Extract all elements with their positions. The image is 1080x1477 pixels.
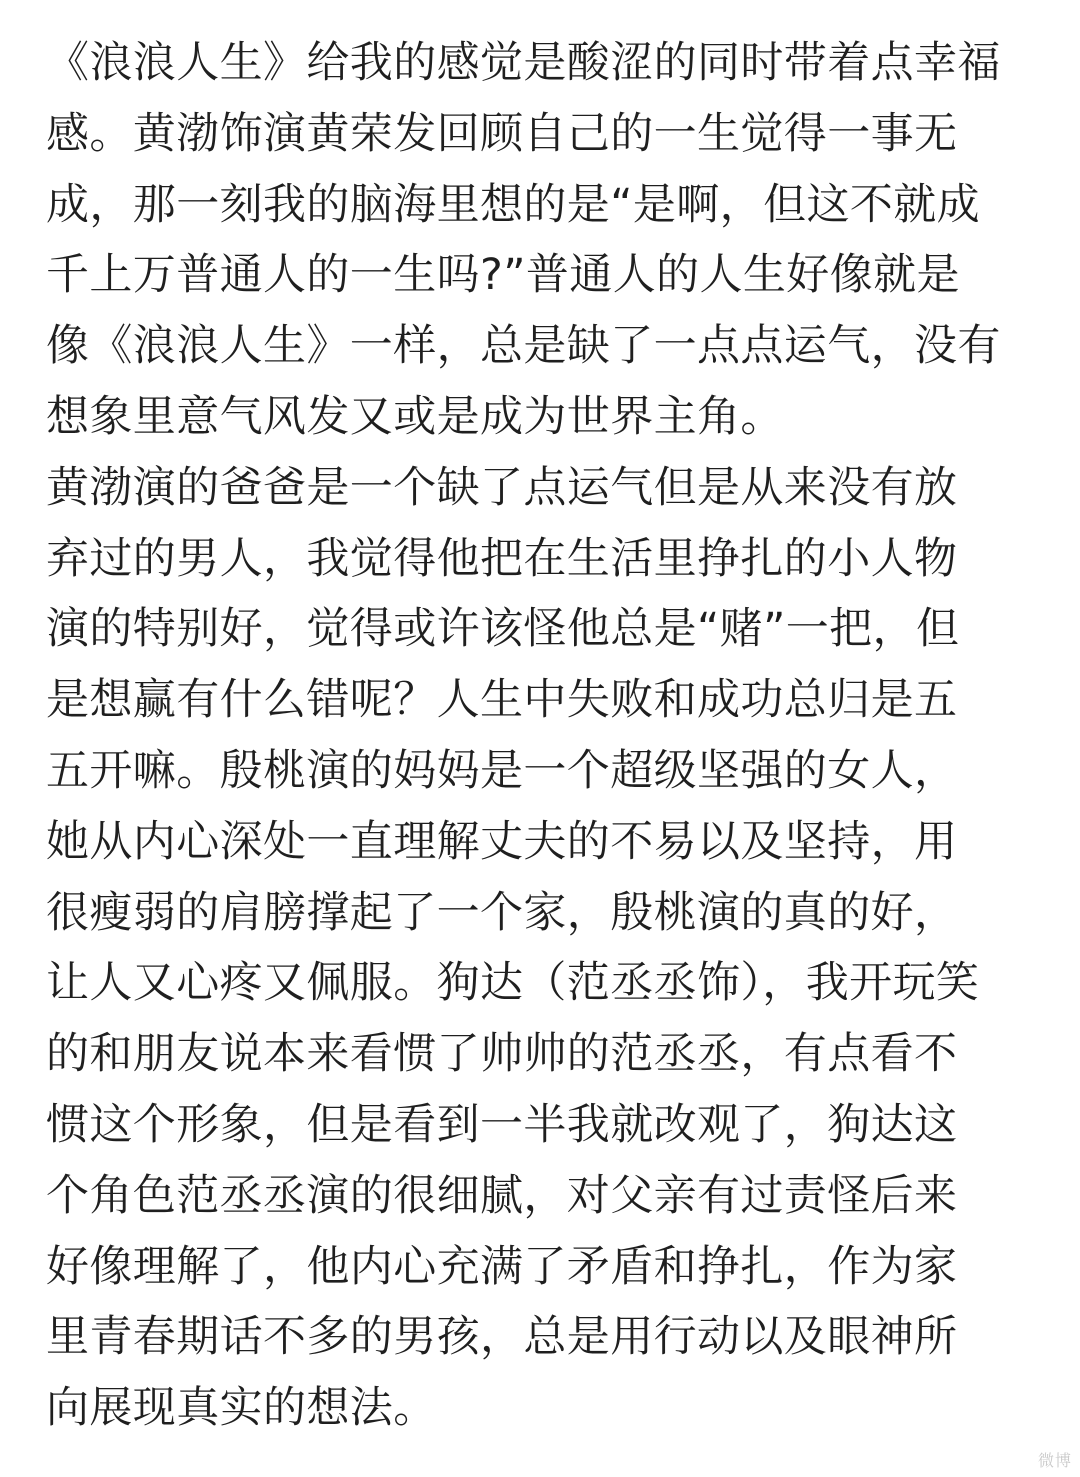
text-line-12: 她从内心深处一直理解丈夫的不易以及坚持，用	[46, 816, 958, 867]
text-line-19: 里青春期话不多的男孩，总是用行动以及眼神所	[46, 1312, 958, 1363]
text-line-13: 很瘦弱的肩膀撑起了一个家，殷桃演的真的好，	[46, 887, 958, 938]
article-text	[46, 28, 1046, 1444]
text-line-6: 想象里意气风发又或是成为世界主角。	[46, 391, 784, 442]
text-line-17: 个角色范丞丞演的很细腻，对父亲有过责怪后来	[46, 1170, 958, 1221]
text-line-4: 千上万普通人的一生吗?”普通人的人生好像就是	[46, 250, 960, 301]
text-line-7: 黄渤演的爸爸是一个缺了点运气但是从来没有放	[46, 462, 958, 513]
text-line-18: 好像理解了，他内心充满了矛盾和挣扎，作为家	[46, 1241, 958, 1292]
text-line-11: 五开嘛。殷桃演的妈妈是一个超级坚强的女人，	[46, 745, 958, 796]
text-line-1: 《浪浪人生》给我的感觉是酸涩的同时带着点幸福	[46, 38, 1001, 88]
text-line-10: 是想赢有什么错呢？人生中失败和成功总归是五	[46, 675, 958, 726]
text-line-15: 的和朋友说本来看惯了帅帅的范丞丞，有点看不	[46, 1029, 958, 1080]
text-line-3: 成，那一刻我的脑海里想的是“是啊，但这不就成	[46, 179, 981, 230]
text-line-8: 弃过的男人，我觉得他把在生活里挣扎的小人物	[46, 533, 958, 584]
text-line-16: 惯这个形象，但是看到一半我就改观了，狗达这	[46, 1099, 958, 1150]
text-line-14: 让人又心疼又佩服。狗达（范丞丞饰），我开玩笑	[46, 958, 980, 1009]
text-line-20: 向展现真实的想法。	[46, 1383, 437, 1434]
watermark-logo: 微博	[1037, 1451, 1072, 1470]
text-line-5: 像《浪浪人生》一样，总是缺了一点点运气，没有	[46, 321, 1001, 372]
text-line-2: 感。黄渤饰演黄荣发回顾自己的一生觉得一事无	[46, 108, 958, 159]
text-line-9: 演的特别好，觉得或许该怪他总是“赌”一把，但	[46, 604, 960, 655]
